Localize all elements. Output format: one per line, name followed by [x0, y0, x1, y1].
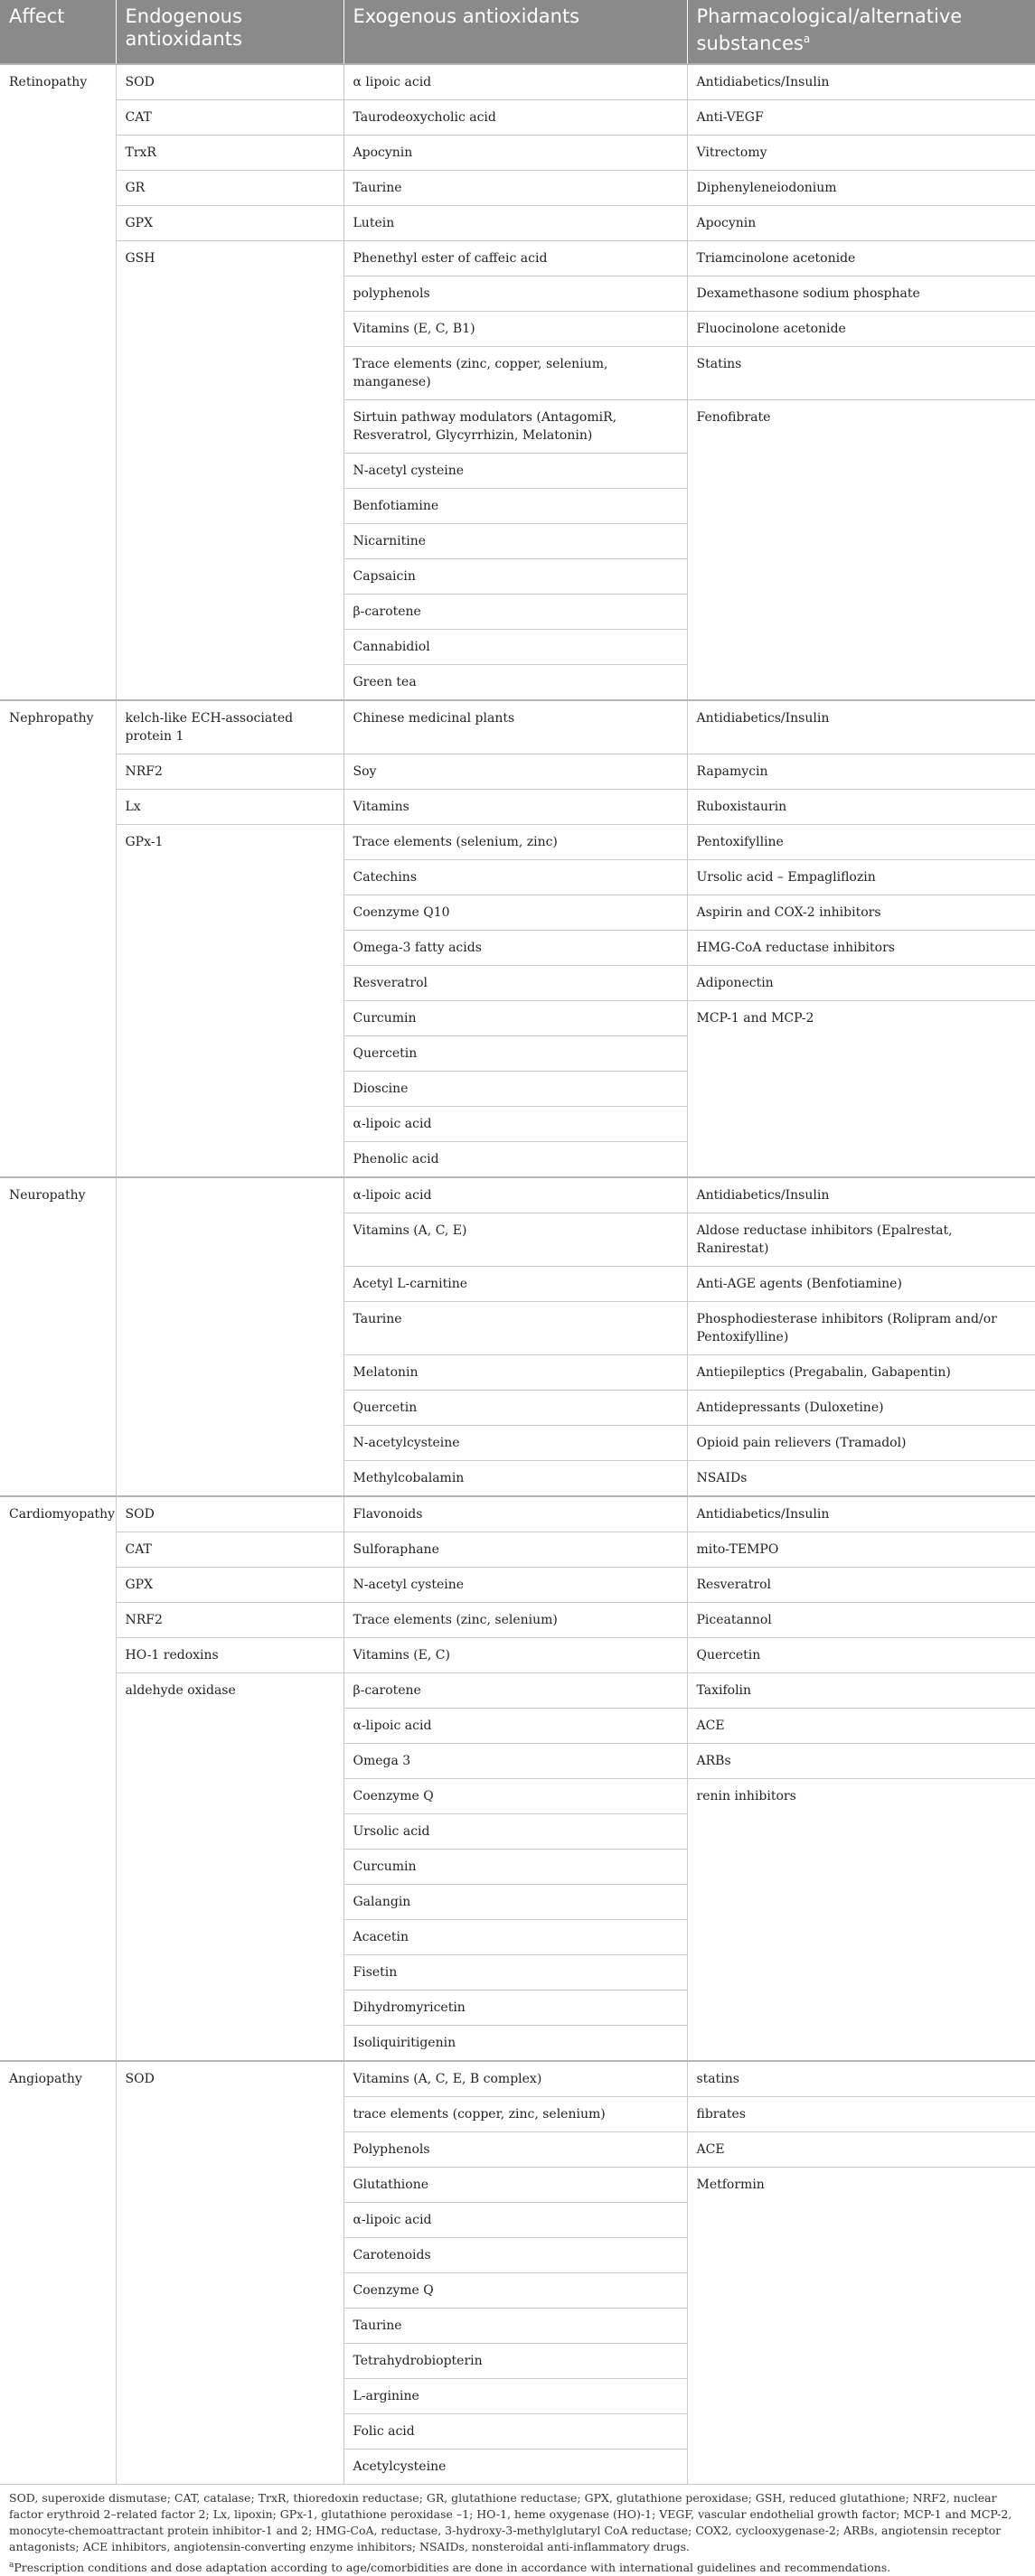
table-row — [0, 790, 1035, 825]
endogenous-cell — [116, 1177, 343, 1496]
pharma-cell: HMG-CoA reductase inhibitors — [687, 931, 1035, 966]
header-affect: Affect — [0, 0, 116, 64]
exogenous-cell: Soy — [343, 754, 687, 790]
exogenous-cell: Coenzyme Q10 — [343, 895, 687, 931]
pharma-cell: Fluocinolone acetonide — [687, 312, 1035, 347]
pharma-cell: NSAIDs — [687, 1461, 1035, 1497]
exogenous-cell: Lutein — [343, 206, 687, 241]
exogenous-cell: Coenzyme Q — [343, 1779, 687, 1814]
affect-cell: Nephropathy — [0, 700, 116, 1177]
table-header-row — [0, 0, 1035, 64]
exogenous-cell: N-acetyl cysteine — [343, 1568, 687, 1603]
table-row — [0, 825, 1035, 860]
exogenous-cell: Vitamins (E, C, B1) — [343, 312, 687, 347]
exogenous-cell: Apocynin — [343, 136, 687, 171]
affect-cell: Cardiomyopathy — [0, 1496, 116, 2061]
exogenous-cell: Omega 3 — [343, 1744, 687, 1779]
pharma-cell: Adiponectin — [687, 966, 1035, 1001]
pharma-cell: Ruboxistaurin — [687, 790, 1035, 825]
exogenous-cell: Acacetin — [343, 1920, 687, 1955]
pharma-cell: Aldose reductase inhibitors (Epalrestat, Ranirestat) — [687, 1213, 1035, 1267]
table-row — [0, 1177, 1035, 1213]
endogenous-cell: NRF2 — [116, 1603, 343, 1638]
endogenous-cell: GPX — [116, 206, 343, 241]
pharma-cell: Piceatannol — [687, 1603, 1035, 1638]
exogenous-cell: Chinese medicinal plants — [343, 700, 687, 754]
exogenous-cell: Curcumin — [343, 1850, 687, 1885]
table-row — [0, 1638, 1035, 1673]
table-row — [0, 171, 1035, 206]
endogenous-cell: GPx-1 — [116, 825, 343, 1178]
exogenous-cell: Quercetin — [343, 1036, 687, 1072]
table-row — [0, 754, 1035, 790]
pharma-cell: Diphenyleneiodonium — [687, 171, 1035, 206]
pharma-cell: Antiepileptics (Pregabalin, Gabapentin) — [687, 1355, 1035, 1391]
exogenous-cell: Galangin — [343, 1885, 687, 1920]
exogenous-cell: Glutathione — [343, 2168, 687, 2203]
pharma-cell: Antidiabetics/Insulin — [687, 700, 1035, 754]
exogenous-cell: Capsaicin — [343, 559, 687, 595]
header-exogenous: Exogenous antioxidants — [343, 0, 687, 64]
endogenous-cell: HO-1 redoxins — [116, 1638, 343, 1673]
exogenous-cell: α-lipoic acid — [343, 1709, 687, 1744]
table-row — [0, 206, 1035, 241]
exogenous-cell: Cannabidiol — [343, 630, 687, 665]
exogenous-cell: Phenolic acid — [343, 1142, 687, 1178]
affect-cell: Retinopathy — [0, 64, 116, 700]
exogenous-cell: polyphenols — [343, 276, 687, 312]
header-pharma-label: Pharmacological/alternative substances — [696, 5, 963, 54]
pharma-cell: Dexamethasone sodium phosphate — [687, 276, 1035, 312]
table-row — [0, 241, 1035, 276]
endogenous-cell: SOD — [116, 2061, 343, 2485]
exogenous-cell: α-lipoic acid — [343, 2203, 687, 2238]
pharma-cell: statins — [687, 2061, 1035, 2097]
exogenous-cell: trace elements (copper, zinc, selenium) — [343, 2097, 687, 2132]
endogenous-cell: SOD — [116, 64, 343, 100]
footnote-text: Prescription conditions and dose adaptation according to age/comorbidities are done in accordance with international guidelines and recommendations. — [14, 2561, 891, 2575]
pharma-cell: ACE — [687, 2132, 1035, 2168]
exogenous-cell: Dioscine — [343, 1072, 687, 1107]
exogenous-cell: N-acetyl cysteine — [343, 454, 687, 489]
exogenous-cell: Omega-3 fatty acids — [343, 931, 687, 966]
pharma-cell: Anti-VEGF — [687, 100, 1035, 136]
endogenous-cell: GPX — [116, 1568, 343, 1603]
exogenous-cell: Trace elements (selenium, zinc) — [343, 825, 687, 860]
exogenous-cell: Isoliquiritigenin — [343, 2026, 687, 2062]
exogenous-cell: Taurodeoxycholic acid — [343, 100, 687, 136]
pharma-cell: Antidiabetics/Insulin — [687, 64, 1035, 100]
exogenous-cell: Resveratrol — [343, 966, 687, 1001]
exogenous-cell: Phenethyl ester of caffeic acid — [343, 241, 687, 276]
affect-cell: Neuropathy — [0, 1177, 116, 1496]
endogenous-cell: Lx — [116, 790, 343, 825]
pharma-cell: Vitrectomy — [687, 136, 1035, 171]
exogenous-cell: Taurine — [343, 171, 687, 206]
pharma-cell: mito-TEMPO — [687, 1532, 1035, 1568]
endogenous-cell: kelch-like ECH-associated protein 1 — [116, 700, 343, 754]
pharma-cell: Fenofibrate — [687, 400, 1035, 701]
footnote-mark: a — [9, 2561, 14, 2570]
exogenous-cell: α-lipoic acid — [343, 1177, 687, 1213]
exogenous-cell: Fisetin — [343, 1955, 687, 1991]
table-body — [0, 64, 1035, 2485]
pharma-cell: Aspirin and COX-2 inhibitors — [687, 895, 1035, 931]
pharma-cell: Taxifolin — [687, 1673, 1035, 1709]
exogenous-cell: β-carotene — [343, 1673, 687, 1709]
exogenous-cell: Trace elements (zinc, selenium) — [343, 1603, 687, 1638]
pharma-cell: Ursolic acid – Empagliflozin — [687, 860, 1035, 895]
exogenous-cell: α-lipoic acid — [343, 1107, 687, 1142]
table-row — [0, 1496, 1035, 1532]
endogenous-cell: CAT — [116, 100, 343, 136]
exogenous-cell: α lipoic acid — [343, 64, 687, 100]
pharma-cell: Resveratrol — [687, 1568, 1035, 1603]
endogenous-cell: GR — [116, 171, 343, 206]
exogenous-cell: Ursolic acid — [343, 1814, 687, 1850]
endogenous-cell: aldehyde oxidase — [116, 1673, 343, 2062]
exogenous-cell: Taurine — [343, 1302, 687, 1355]
table-row — [0, 136, 1035, 171]
pharma-cell: Statins — [687, 347, 1035, 400]
exogenous-cell: β-carotene — [343, 595, 687, 630]
pharma-cell: ARBs — [687, 1744, 1035, 1779]
pharma-cell: Phosphodiesterase inhibitors (Rolipram and/or Pentoxifylline) — [687, 1302, 1035, 1355]
affect-cell: Angiopathy — [0, 2061, 116, 2485]
exogenous-cell: Benfotiamine — [343, 489, 687, 524]
exogenous-cell: Curcumin — [343, 1001, 687, 1036]
table-row — [0, 1532, 1035, 1568]
table-row — [0, 700, 1035, 754]
endogenous-cell: NRF2 — [116, 754, 343, 790]
exogenous-cell: Vitamins (A, C, E, B complex) — [343, 2061, 687, 2097]
table-row — [0, 2061, 1035, 2097]
exogenous-cell: Vitamins — [343, 790, 687, 825]
table-row — [0, 100, 1035, 136]
pharma-cell: Antidepressants (Duloxetine) — [687, 1391, 1035, 1426]
exogenous-cell: Vitamins (E, C) — [343, 1638, 687, 1673]
header-pharma-footnote-mark: a — [803, 33, 811, 45]
exogenous-cell: N-acetylcysteine — [343, 1426, 687, 1461]
exogenous-cell: Coenzyme Q — [343, 2273, 687, 2309]
exogenous-cell: Polyphenols — [343, 2132, 687, 2168]
exogenous-cell: Folic acid — [343, 2414, 687, 2450]
header-pharma — [687, 0, 1035, 64]
pharma-cell: Opioid pain relievers (Tramadol) — [687, 1426, 1035, 1461]
exogenous-cell: Acetylcysteine — [343, 2450, 687, 2485]
exogenous-cell: Flavonoids — [343, 1496, 687, 1532]
pharma-cell: ACE — [687, 1709, 1035, 1744]
footnote — [9, 2557, 1026, 2576]
exogenous-cell: L-arginine — [343, 2379, 687, 2414]
endogenous-cell: SOD — [116, 1496, 343, 1532]
exogenous-cell: Melatonin — [343, 1355, 687, 1391]
exogenous-cell: Quercetin — [343, 1391, 687, 1426]
endogenous-cell: CAT — [116, 1532, 343, 1568]
table-row — [0, 1568, 1035, 1603]
exogenous-cell: Taurine — [343, 2309, 687, 2344]
pharma-cell: fibrates — [687, 2097, 1035, 2132]
table-row — [0, 1673, 1035, 1709]
pharma-cell: Anti-AGE agents (Benfotiamine) — [687, 1267, 1035, 1302]
pharma-cell: renin inhibitors — [687, 1779, 1035, 2062]
exogenous-cell: Vitamins (A, C, E) — [343, 1213, 687, 1267]
exogenous-cell: Sirtuin pathway modulators (AntagomiR, Resveratrol, Glycyrrhizin, Melatonin) — [343, 400, 687, 454]
exogenous-cell: Dihydromyricetin — [343, 1991, 687, 2026]
exogenous-cell: Tetrahydrobiopterin — [343, 2344, 687, 2379]
pharma-cell: Quercetin — [687, 1638, 1035, 1673]
pharma-cell: MCP-1 and MCP-2 — [687, 1001, 1035, 1178]
exogenous-cell: Methylcobalamin — [343, 1461, 687, 1497]
endogenous-cell: TrxR — [116, 136, 343, 171]
exogenous-cell: Catechins — [343, 860, 687, 895]
header-endogenous: Endogenous antioxidants — [116, 0, 343, 64]
exogenous-cell: Carotenoids — [343, 2238, 687, 2273]
exogenous-cell: Sulforaphane — [343, 1532, 687, 1568]
pharma-cell: Apocynin — [687, 206, 1035, 241]
endogenous-cell: GSH — [116, 241, 343, 701]
pharma-cell: Rapamycin — [687, 754, 1035, 790]
exogenous-cell: Green tea — [343, 665, 687, 701]
pharma-cell: Triamcinolone acetonide — [687, 241, 1035, 276]
pharma-cell: Metformin — [687, 2168, 1035, 2485]
table-row — [0, 64, 1035, 100]
exogenous-cell: Acetyl L-carnitine — [343, 1267, 687, 1302]
abbreviations-note: SOD, superoxide dismutase; CAT, catalase; TrxR, thioredoxin reductase; GR, glutathione reductase; GPX, glutathione peroxidase; GSH, reduced glutathione; NRF2, nuclear factor erythroid 2–related factor 2; Lx, lipoxin; GPx-1, glutathione peroxidase –1; HO-1, heme oxygenase (HO)-1; VEGF, vascular endothelial growth factor; MCP-1 and MCP-2, monocyte-chemoattractant protein inhibitor-1 and 2; HMG-CoA, reductase, 3-hydroxy-3-methylglutaryl CoA reductase; COX2, cyclooxygenase-2; ARBs, angiotensin receptor antagonists; ACE inhibitors, angiotensin-converting enzyme inhibitors; NSAIDs, nonsteroidal anti-inflammatory drugs. — [9, 2491, 1012, 2553]
pharma-cell: Antidiabetics/Insulin — [687, 1496, 1035, 1532]
exogenous-cell: Trace elements (zinc, copper, selenium, manganese) — [343, 347, 687, 400]
table-row — [0, 1603, 1035, 1638]
exogenous-cell: Nicarnitine — [343, 524, 687, 559]
pharma-cell: Pentoxifylline — [687, 825, 1035, 860]
pharma-cell: Antidiabetics/Insulin — [687, 1177, 1035, 1213]
table-notes — [0, 2485, 1035, 2576]
